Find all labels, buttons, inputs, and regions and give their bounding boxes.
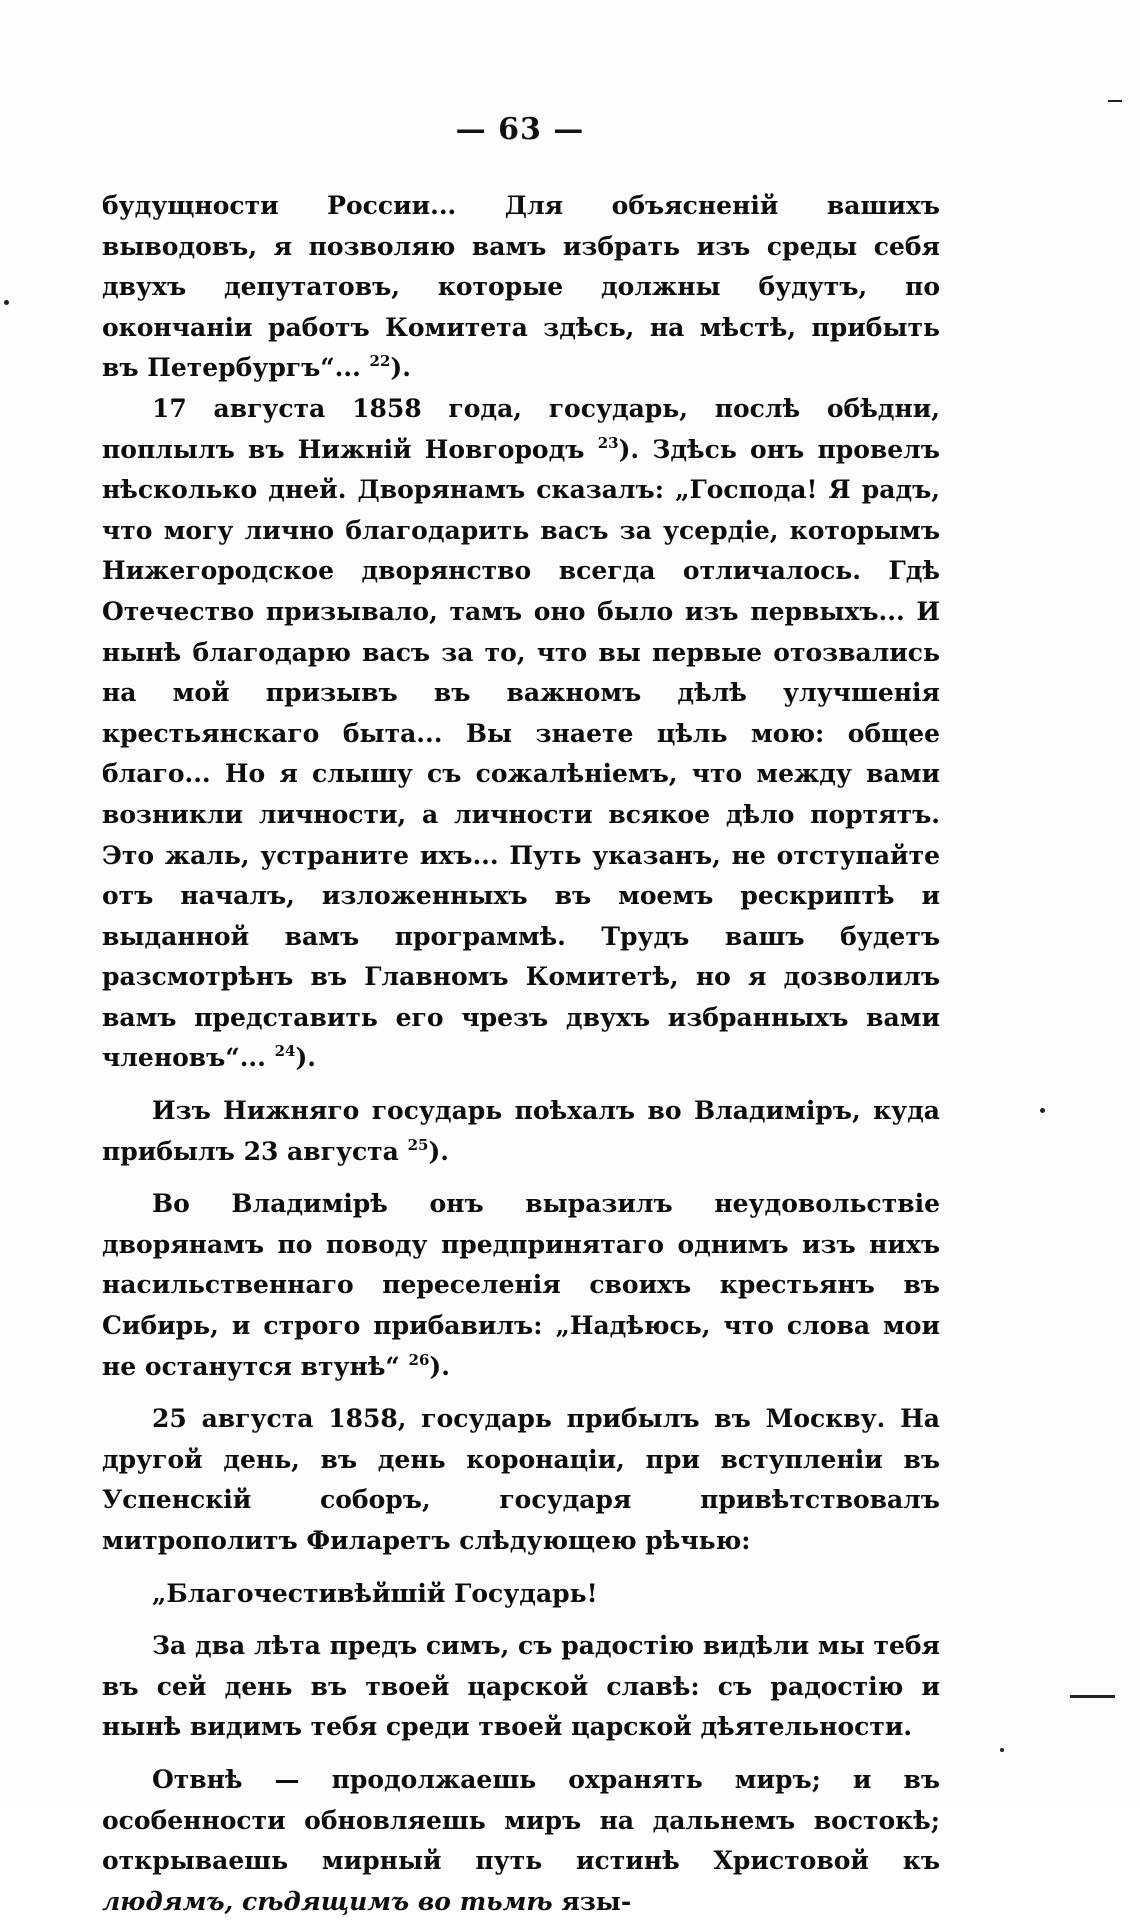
- paragraph-tail: язы-: [552, 1886, 632, 1916]
- paragraph-text: Отвнѣ — продолжаешь охранять миръ; и въ особенности обновляешь миръ на дальнемъ востокѣ; открываешь мирный путь истинѣ Христовой къ: [102, 1764, 940, 1876]
- paragraph: [102, 1184, 940, 1387]
- paragraph-text: „Благочестивѣйшій Государь!: [152, 1578, 598, 1608]
- paragraph-text: 17 августа 1858 года, государь, послѣ обѣдни, поплылъ въ Нижній Новгородъ: [102, 393, 940, 464]
- scan-mark: [1000, 1748, 1004, 1752]
- paragraph-tail: ).: [390, 353, 411, 383]
- paragraph-continuation: [102, 186, 940, 389]
- footnote-ref: 23: [597, 433, 619, 452]
- paragraph: [102, 1399, 940, 1561]
- paragraph: [102, 389, 940, 1079]
- footnote-ref: 25: [407, 1135, 429, 1154]
- scan-mark: [1040, 1108, 1045, 1113]
- paragraph: [102, 1760, 940, 1922]
- paragraph-text-cont: ). Здѣсь онъ провелъ нѣсколько дней. Дворянамъ сказалъ: „Господа! Я радъ, что могу лично благодарить васъ за усердіе, которымъ Нижегородское дворянство всегда отличалось. Гдѣ Отечество призывало, тамъ оно было изъ первыхъ... И нынѣ благодарю васъ за то, что вы первые отозвались на мой призывъ въ важномъ дѣлѣ улучшенія крестьянскаго быта... Вы знаете цѣль мою: общее благо... Но я слышу съ сожалѣніемъ, что между вами возникли личности, а личности всякое дѣло портятъ. Это жаль, устраните ихъ... Путь указанъ, не отступайте отъ началъ, изложенныхъ въ моемъ рескриптѣ и выданной вамъ программѣ. Трудъ вашъ будетъ разсмотрѣнъ въ Главномъ Комитетѣ, но я дозволилъ вамъ представить его чрезъ двухъ избранныхъ вами членовъ“...: [102, 434, 940, 1073]
- speech-salutation: [102, 1574, 940, 1615]
- paragraph-text: Изъ Нижняго государь поѣхалъ во Владиміръ, куда прибылъ 23 августа: [102, 1096, 940, 1166]
- scan-mark: [1070, 1695, 1115, 1698]
- paragraph: [102, 1091, 940, 1172]
- body-text: [102, 186, 940, 1922]
- footnote-ref: 26: [408, 1350, 430, 1369]
- italic-phrase: людямъ, сѣдящимъ во тьмѣ: [102, 1886, 553, 1916]
- page-number: — 63 —: [455, 112, 585, 147]
- paragraph-tail: ).: [295, 1043, 316, 1073]
- paragraph-text: 25 августа 1858, государь прибылъ въ Москву. На другой день, въ день коронаціи, при вступленіи въ Успенскій соборъ, государя привѣтствовалъ митрополитъ Филаретъ слѣдующею рѣчью:: [102, 1404, 940, 1555]
- scan-mark: [1108, 100, 1122, 102]
- footnote-ref: 22: [369, 352, 391, 371]
- paragraph-text: будущности России... Для объясненій вашихъ выводовъ, я позволяю вамъ избрать изъ среды себя двухъ депутатовъ, которые должны будутъ, по окончаніи работъ Комитета здѣсь, на мѣстѣ, прибыть въ Петербургъ“...: [102, 191, 940, 383]
- paragraph: [102, 1626, 940, 1748]
- scan-mark: [4, 300, 9, 305]
- paragraph-tail: ).: [428, 1136, 450, 1166]
- paragraph-text: Во Владимірѣ онъ выразилъ неудовольствіе дворянамъ по поводу предпринятаго однимъ изъ нихъ насильственнаго переселенія своихъ крестьянъ въ Сибирь, и строго прибавилъ: „Надѣюсь, что слова мои не останутся втунѣ“: [102, 1189, 940, 1381]
- paragraph-tail: ).: [429, 1351, 450, 1381]
- footnote-ref: 24: [274, 1042, 296, 1061]
- paragraph-text: За два лѣта предъ симъ, съ радостію видѣли мы тебя въ сей день въ твоей царской славѣ: съ радостію и нынѣ видимъ тебя среди твоей царской дѣятельности.: [102, 1631, 940, 1742]
